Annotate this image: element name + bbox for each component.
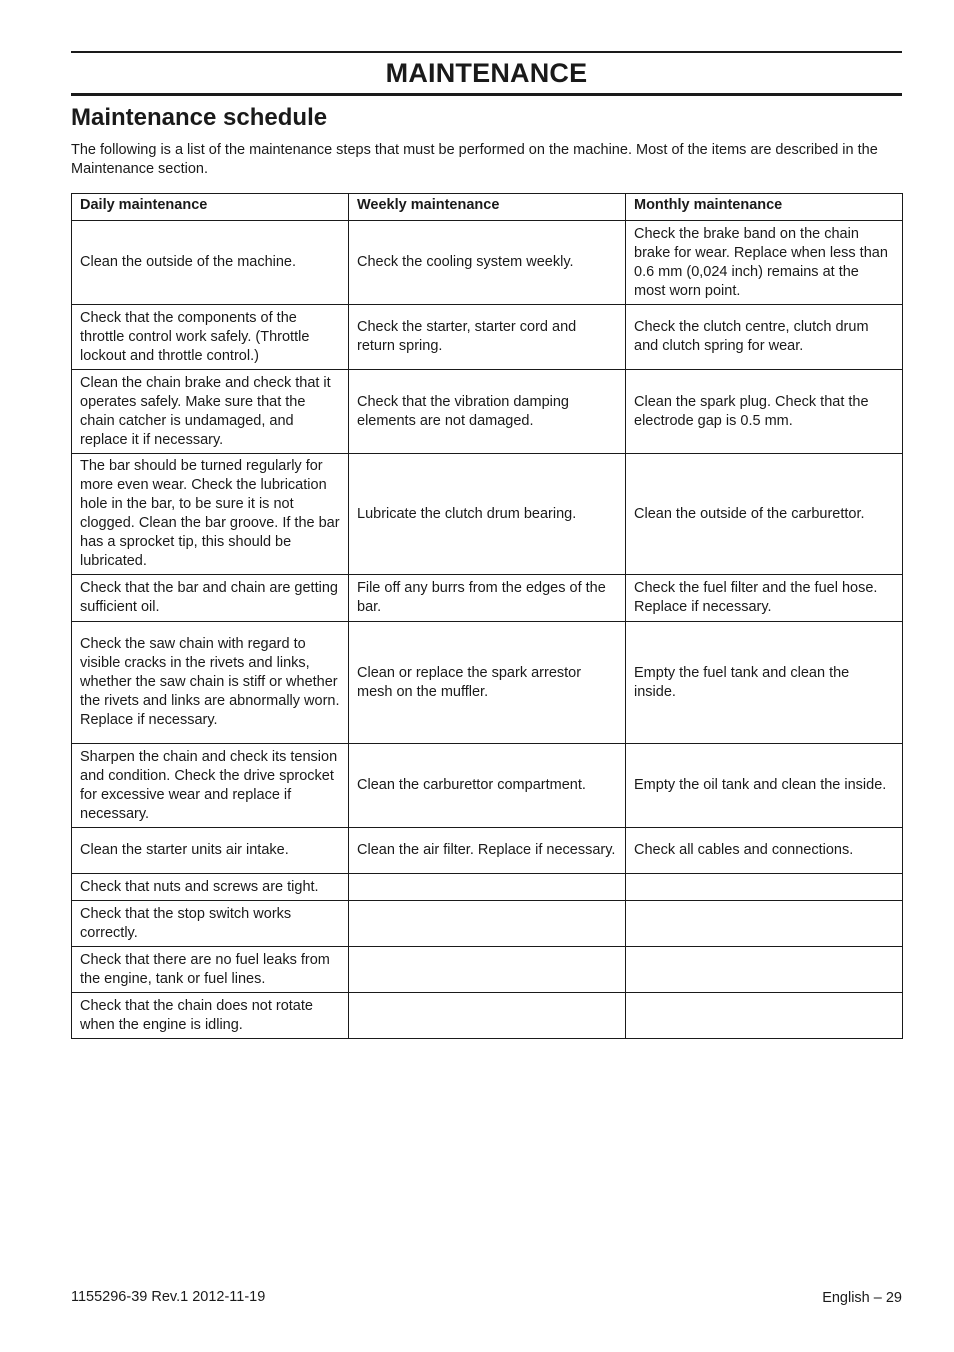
- table-cell-monthly: Check the clutch centre, clutch drum and clutch spring for wear.: [626, 305, 903, 370]
- section-header: [71, 51, 902, 96]
- table-cell-weekly: File off any burrs from the edges of the bar.: [349, 575, 626, 622]
- table-row: [72, 370, 903, 454]
- table-row: [72, 947, 903, 993]
- table-cell-monthly: Check the fuel filter and the fuel hose. Replace if necessary.: [626, 575, 903, 622]
- table-cell-daily: Clean the chain brake and check that it operates safely. Make sure that the chain catcher is undamaged, and replace it if necessary.: [72, 370, 349, 454]
- table-cell-weekly: [349, 874, 626, 901]
- page-title: Maintenance schedule: [71, 104, 328, 131]
- table-cell-monthly: Check the brake band on the chain brake for wear. Replace when less than 0.6 mm (0,024 inch) remains at the most worn point.: [626, 221, 903, 305]
- table-cell-monthly: [626, 993, 903, 1039]
- table-cell-daily: Check the saw chain with regard to visible cracks in the rivets and links, whether the saw chain is stiff or whether the rivets and links are abnormally worn. Replace if necessary.: [72, 622, 349, 744]
- table-cell-daily: The bar should be turned regularly for more even wear. Check the lubrication hole in the bar, to be sure it is not clogged. Clean the bar groove. If the bar has a sprocket tip, this should be lubricated.: [72, 454, 349, 575]
- table-cell-weekly: Check the starter, starter cord and return spring.: [349, 305, 626, 370]
- section-title: MAINTENANCE: [385, 57, 588, 88]
- table-cell-daily: Clean the outside of the machine.: [72, 221, 349, 305]
- column-header-daily: Daily maintenance: [72, 194, 349, 221]
- table-row: [72, 744, 903, 828]
- table-header-row: [72, 194, 903, 221]
- column-header-weekly: Weekly maintenance: [349, 194, 626, 221]
- maintenance-schedule-table: [71, 193, 903, 1039]
- table-cell-daily: Check that the bar and chain are getting sufficient oil.: [72, 575, 349, 622]
- table-row: [72, 993, 903, 1039]
- table-cell-weekly: [349, 947, 626, 993]
- table-cell-weekly: [349, 993, 626, 1039]
- table-row: [72, 874, 903, 901]
- intro-paragraph: The following is a list of the maintenance steps that must be performed on the machine. Most of the items are described in the Maintenance section.: [71, 142, 878, 177]
- table-cell-monthly: [626, 901, 903, 947]
- table-cell-daily: Check that nuts and screws are tight.: [72, 874, 349, 901]
- table-cell-daily: Check that the components of the throttle control work safely. (Throttle lockout and throttle control.): [72, 305, 349, 370]
- table-cell-monthly: Empty the fuel tank and clean the inside.: [626, 622, 903, 744]
- table-row: [72, 901, 903, 947]
- table-cell-weekly: Clean or replace the spark arrestor mesh on the muffler.: [349, 622, 626, 744]
- document-page: [71, 51, 902, 1039]
- table-cell-monthly: Clean the spark plug. Check that the electrode gap is 0.5 mm.: [626, 370, 903, 454]
- table-cell-daily: Check that there are no fuel leaks from the engine, tank or fuel lines.: [72, 947, 349, 993]
- table-row: [72, 828, 903, 874]
- page-number: English – 29: [822, 1290, 902, 1306]
- table-row: [72, 454, 903, 575]
- table-cell-monthly: Check all cables and connections.: [626, 828, 903, 874]
- table-cell-monthly: Empty the oil tank and clean the inside.: [626, 744, 903, 828]
- table-cell-weekly: Check that the vibration damping elements are not damaged.: [349, 370, 626, 454]
- table-cell-daily: Check that the stop switch works correctly.: [72, 901, 349, 947]
- table-cell-monthly: [626, 874, 903, 901]
- table-row: [72, 622, 903, 744]
- table-row: [72, 305, 903, 370]
- table-row: [72, 575, 903, 622]
- table-cell-weekly: Check the cooling system weekly.: [349, 221, 626, 305]
- table-cell-daily: Check that the chain does not rotate when the engine is idling.: [72, 993, 349, 1039]
- table-row: [72, 221, 903, 305]
- table-cell-monthly: Clean the outside of the carburettor.: [626, 454, 903, 575]
- column-header-monthly: Monthly maintenance: [626, 194, 903, 221]
- table-cell-weekly: Clean the carburettor compartment.: [349, 744, 626, 828]
- table-cell-daily: Clean the starter units air intake.: [72, 828, 349, 874]
- document-id: 1155296-39 Rev.1 2012-11-19: [71, 1289, 266, 1305]
- table-cell-monthly: [626, 947, 903, 993]
- table-cell-weekly: Lubricate the clutch drum bearing.: [349, 454, 626, 575]
- table-cell-weekly: [349, 901, 626, 947]
- table-cell-daily: Sharpen the chain and check its tension and condition. Check the drive sprocket for excessive wear and replace if necessary.: [72, 744, 349, 828]
- table-cell-weekly: Clean the air filter. Replace if necessary.: [349, 828, 626, 874]
